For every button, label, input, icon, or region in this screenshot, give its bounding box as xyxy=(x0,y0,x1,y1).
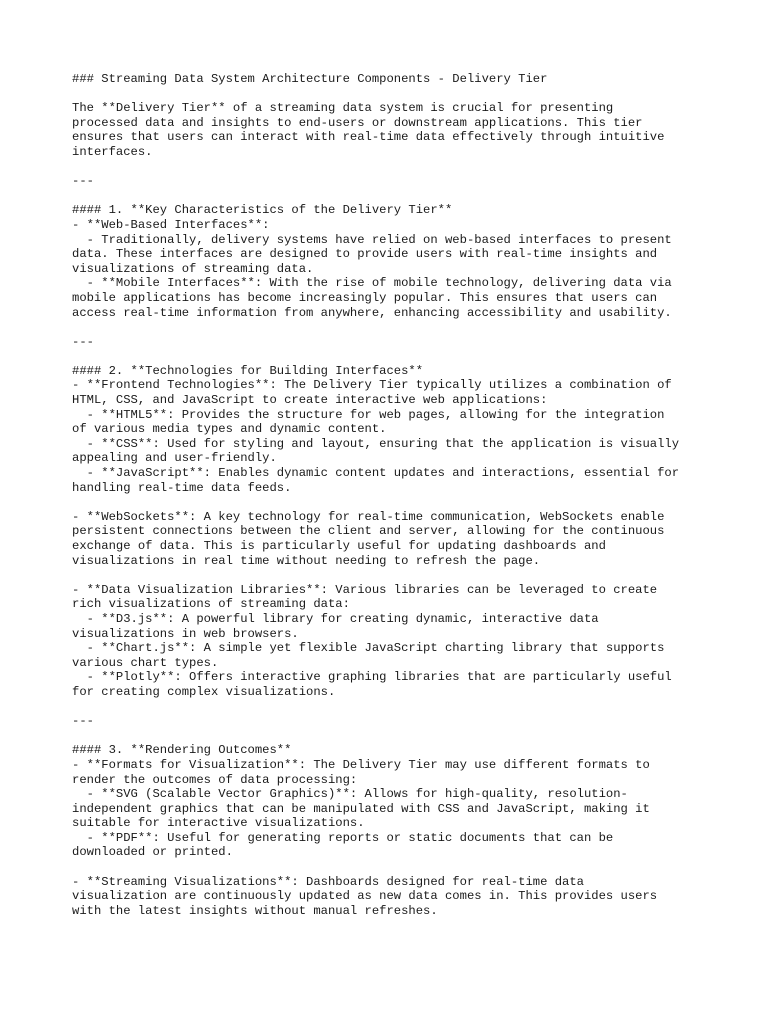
text-line: HTML, CSS, and JavaScript to create interactive web applications: xyxy=(72,393,548,408)
text-line: visualization are continuously updated as new data comes in. This provides users xyxy=(72,889,658,904)
text-line: ensures that users can interact with real-time data effectively through intuitive xyxy=(72,130,665,145)
list-item: - **Data Visualization Libraries**: Various libraries can be leveraged to create xyxy=(72,582,658,597)
text-line: visualizations in web browsers. xyxy=(72,626,299,641)
list-item: - **Plotly**: Offers interactive graphing libraries that are particularly useful xyxy=(72,670,672,685)
text-line: exchange of data. This is particularly useful for updating dashboards and xyxy=(72,539,606,553)
text-line: downloaded or printed. xyxy=(72,845,233,860)
blank-line xyxy=(72,189,712,204)
blank-line xyxy=(72,568,712,583)
text-line: interfaces. xyxy=(72,144,153,159)
list-item: - **Frontend Technologies**: The Delivery Tier typically utilizes a combination of xyxy=(72,378,672,393)
list-item: - **Formats for Visualization**: The Delivery Tier may use different formats to xyxy=(72,757,650,772)
blank-line xyxy=(72,495,712,510)
horizontal-rule: --- xyxy=(72,714,94,729)
text-line: visualizations in real time without needing to refresh the page. xyxy=(72,553,541,568)
text-line: of various media types and dynamic content. xyxy=(72,422,387,437)
section-heading: #### 2. **Technologies for Building Interfaces** xyxy=(72,363,424,378)
blank-line xyxy=(72,87,712,102)
text-line: independent graphics that can be manipulated with CSS and JavaScript, making it xyxy=(72,801,650,816)
text-line: processed data and insights to end-users or downstream applications. This tier xyxy=(72,115,643,130)
text-line: visualizations of streaming data. xyxy=(72,261,314,276)
blank-line xyxy=(72,349,712,364)
list-item: - Traditionally, delivery systems have relied on web-based interfaces to present xyxy=(72,232,672,247)
text-line: appealing and user-friendly. xyxy=(72,451,277,466)
list-item: - **Chart.js**: A simple yet flexible JavaScript charting library that supports xyxy=(72,641,665,656)
document-body xyxy=(72,72,712,918)
section-heading: #### 1. **Key Characteristics of the Delivery Tier** xyxy=(72,203,453,218)
text-line: access real-time information from anywhere, enhancing accessibility and usability. xyxy=(72,305,672,320)
text-line: data. These interfaces are designed to provide users with real-time insights and xyxy=(72,247,658,262)
horizontal-rule: --- xyxy=(72,334,94,349)
text-line: various chart types. xyxy=(72,655,219,670)
list-item: - **HTML5**: Provides the structure for web pages, allowing for the integration xyxy=(72,407,665,422)
section-heading: #### 3. **Rendering Outcomes** xyxy=(72,743,292,758)
blank-line xyxy=(72,160,712,175)
blank-line xyxy=(72,729,712,744)
blank-line xyxy=(72,860,712,875)
blank-line xyxy=(72,700,712,715)
text-line: handling real-time data feeds. xyxy=(72,480,292,495)
text-line: The **Delivery Tier** of a streaming data system is crucial for presenting xyxy=(72,101,614,116)
text-line: persistent connections between the client and server, allowing for the continuous xyxy=(72,524,665,539)
text-line: suitable for interactive visualizations. xyxy=(72,816,365,831)
list-item: - **D3.js**: A powerful library for creating dynamic, interactive data xyxy=(72,611,599,626)
horizontal-rule: --- xyxy=(72,174,94,189)
list-item: - **JavaScript**: Enables dynamic content updates and interactions, essential for xyxy=(72,466,680,481)
list-item: - **WebSockets**: A key technology for real-time communication, WebSockets enable xyxy=(72,509,665,524)
text-line: mobile applications has become increasingly popular. This ensures that users can xyxy=(72,290,658,305)
text-line: for creating complex visualizations. xyxy=(72,684,336,699)
list-item: - **CSS**: Used for styling and layout, ensuring that the application is visually xyxy=(72,436,680,451)
list-item: - **SVG (Scalable Vector Graphics)**: Allows for high-quality, resolution- xyxy=(72,787,628,802)
list-item: - **Mobile Interfaces**: With the rise of mobile technology, delivering data via xyxy=(72,276,672,291)
blank-line xyxy=(72,320,712,335)
text-line: with the latest insights without manual refreshes. xyxy=(72,903,438,918)
list-item: - **Web-Based Interfaces**: xyxy=(72,217,270,232)
list-item: - **Streaming Visualizations**: Dashboards designed for real-time data xyxy=(72,874,584,889)
text-line: render the outcomes of data processing: xyxy=(72,772,358,787)
list-item: - **PDF**: Useful for generating reports or static documents that can be xyxy=(72,830,614,845)
document-title: ### Streaming Data System Architecture Components - Delivery Tier xyxy=(72,72,548,86)
text-line: rich visualizations of streaming data: xyxy=(72,597,350,612)
